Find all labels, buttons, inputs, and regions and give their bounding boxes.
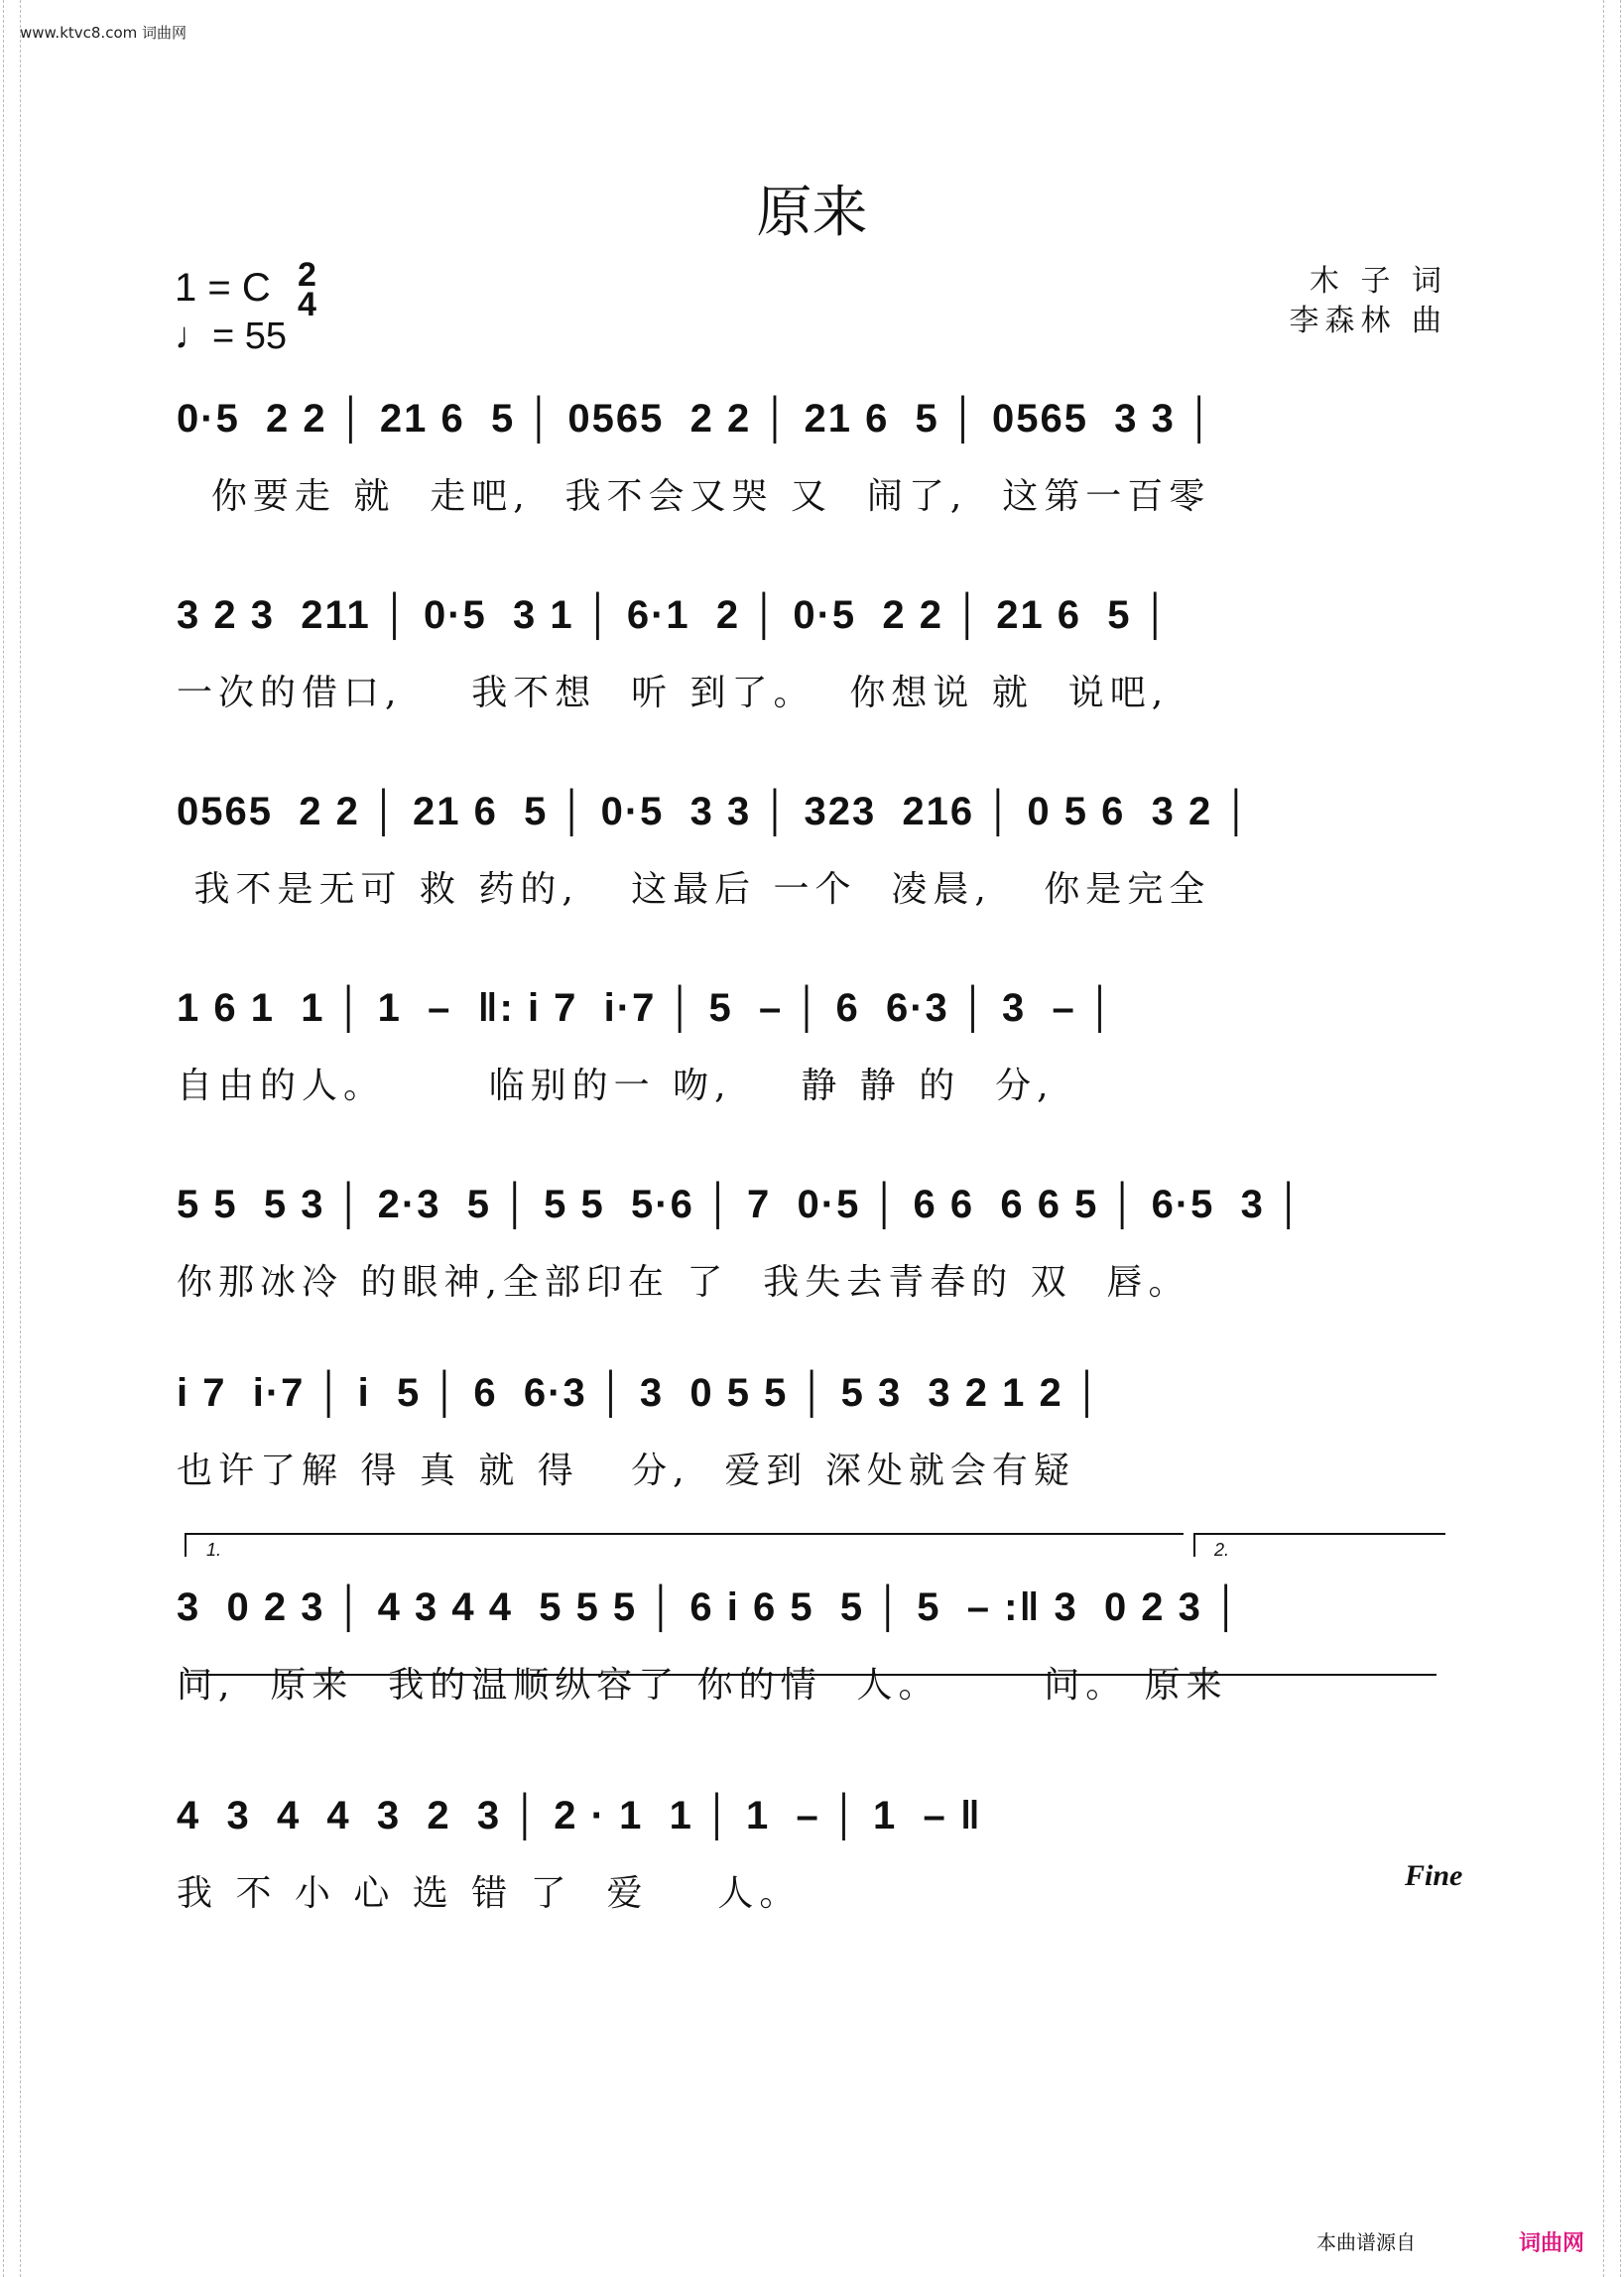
lyrics-line: 自由的人。 临别的一 吻, 静 静 的 分, xyxy=(177,1066,1055,1106)
fine-marking: Fine xyxy=(1405,1859,1463,1892)
lyrics-line: 我不是无可 救 药的, 这最后 一个 凌晨, 你是完全 xyxy=(177,869,1211,910)
footer-source-text: 本曲谱源自 xyxy=(1316,2230,1416,2254)
first-ending-bracket xyxy=(185,1533,1184,1557)
first-ending-label: 1. xyxy=(206,1540,222,1560)
notation-line: 0565 2 2 │ 21 6 5 │ 0·5 3 3 │ 323 216 │ 0 5 6 3 2 │ xyxy=(177,790,1253,833)
lyrics-line: 我 不 小 心 选 错 了 爱 人。 xyxy=(177,1873,802,1914)
notation-line: 3 0 2 3 │ 4 3 4 4 5 5 5 │ 6 i 6 5 5 │ 5 – :‖ 3 0 2 3 │ xyxy=(177,1585,1243,1629)
lyrics-line: 你要走 就 走吧, 我不会又哭 又 闹了, 这第一百零 xyxy=(177,476,1211,517)
notation-line: i 7 i·7 │ i 5 │ 6 6·3 │ 3 0 5 5 │ 5 3 3 2 1 2 │ xyxy=(177,1371,1103,1415)
notation-line: 0·5 2 2 │ 21 6 5 │ 0565 2 2 │ 21 6 5 │ 0565 3 3 │ xyxy=(177,397,1215,441)
lyrics-line: 你那冰冷 的眼神,全部印在 了 我失去青春的 双 唇。 xyxy=(177,1262,1190,1303)
second-ending-bracket xyxy=(1193,1533,1445,1557)
time-signature-bottom: 4 xyxy=(298,286,316,323)
lyricist-credit: 木 子 词 xyxy=(1309,264,1447,299)
lyrics-line: 也许了解 得 真 就 得 分, 爱到 深处就会有疑 xyxy=(177,1451,1075,1491)
notation-line: 3 2 3 211 │ 0·5 3 1 │ 6·1 2 │ 0·5 2 2 │ 21 6 5 │ xyxy=(177,593,1172,637)
tempo-marking: ♩= 55 xyxy=(175,316,288,357)
composer-credit: 李森林 曲 xyxy=(1289,304,1447,338)
lyrics-line: 一次的借口, 我不想 听 到了。 你想说 就 说吧, xyxy=(177,673,1170,713)
footer-brand-link[interactable]: 词曲网 xyxy=(1518,2231,1584,2256)
song-title: 原来 xyxy=(756,181,868,245)
lyrics-line: 问, 原来 我的温顺纵容了 你的情 人。 问。 原来 xyxy=(177,1665,1228,1706)
site-url: www.ktvc8.com 词曲网 xyxy=(20,24,187,42)
time-signature xyxy=(298,256,316,323)
left-margin-strip xyxy=(3,0,21,2277)
right-margin-strip xyxy=(1603,0,1621,2277)
notation-line: 4 3 4 4 3 2 3 │ 2 · 1 1 │ 1 – │ 1 – ‖ xyxy=(177,1794,982,1837)
key-signature: 1 = C xyxy=(175,266,271,310)
second-ending-label: 2. xyxy=(1214,1540,1230,1560)
notation-line: 1 6 1 1 │ 1 – ‖: i 7 i·7 │ 5 – │ 6 6·3 │ 3 – │ xyxy=(177,986,1116,1030)
time-signature-top: 2 xyxy=(298,256,316,294)
notation-line: 5 5 5 3 │ 2·3 5 │ 5 5 5·6 │ 7 0·5 │ 6 6 6 6 5 │ 6·5 3 │ xyxy=(177,1183,1305,1226)
